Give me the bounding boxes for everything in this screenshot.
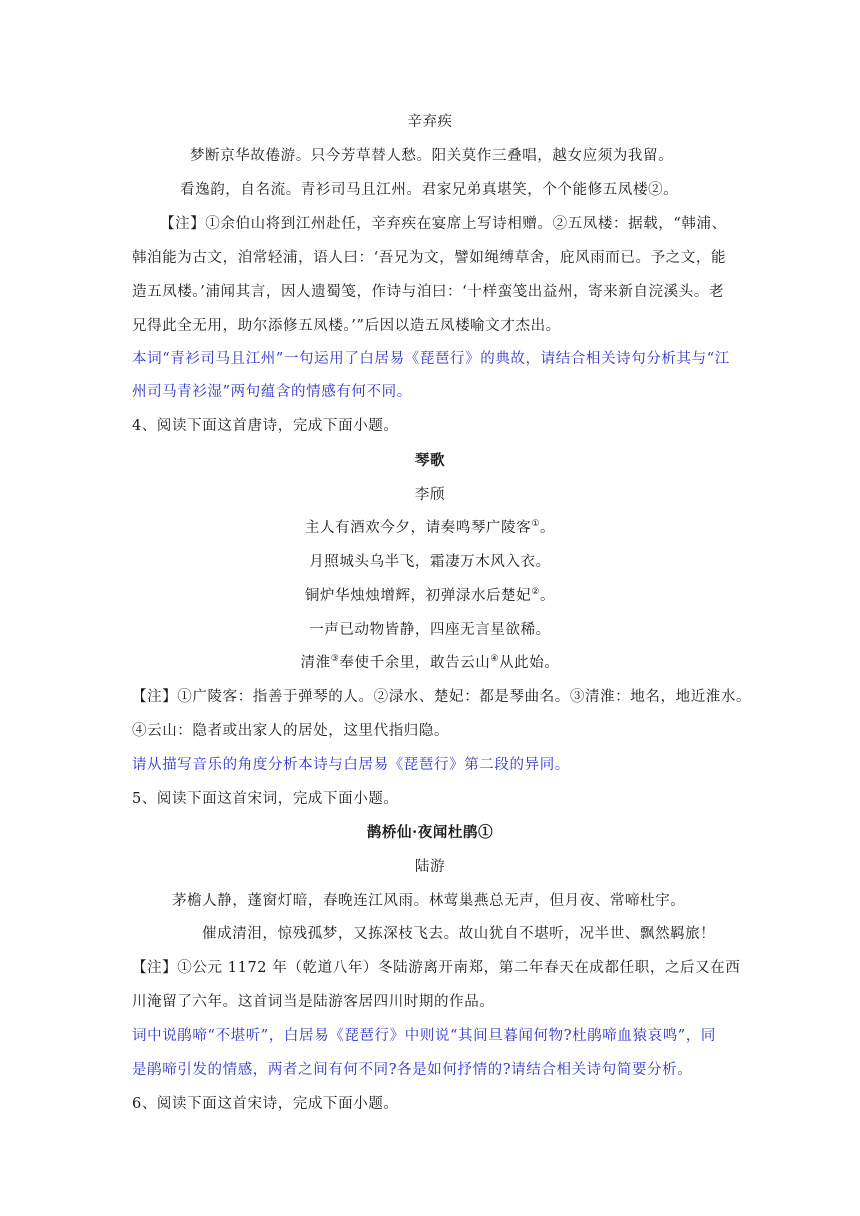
q6-heading: 6、阅读下面这首宋诗，完成下面小题。 <box>132 1096 399 1112</box>
poem3-note-line-1: 【注】①余伯山将到江州赴任，辛弃疾在宴席上写诗相赠。②五凤楼：据载，“韩浦、 <box>160 216 727 232</box>
q5-poem-line-2: 催成清泪，惊残孤梦，又拣深枝飞去。故山犹自不堪听，况半世、飘然羁旅！ <box>202 926 716 942</box>
q5-question-line-2: 是鹃啼引发的情感，两者之间有何不同?各是如何抒情的?请结合相关诗句简要分析。 <box>132 1062 693 1078</box>
poem3-author: 辛弃疾 <box>407 114 453 130</box>
q5-note-line-2: 川淹留了六年。这首词当是陆游客居四川时期的作品。 <box>132 994 495 1010</box>
q4-line3-end: 。 <box>540 588 556 604</box>
q4-line1-text: 主人有酒欢今夕，请奏鸣琴广陵客 <box>304 520 532 536</box>
q4-poem-title: 琴歌 <box>414 452 446 469</box>
poem3-question-line-2: 州司马青衫湿”两句蕴含的情感有何不同。 <box>132 384 412 400</box>
q4-note-line-2: ④云山：隐者或出家人的居处，这里代指归隐。 <box>132 723 450 739</box>
poem3-note-line-4: 兄得此全无用，助尔添修五凤楼。’”后因以造五凤楼喻文才杰出。 <box>132 318 561 334</box>
q5-poem-title: 鹊桥仙·夜闻杜鹃① <box>366 824 494 841</box>
poem3-line-2: 看逸韵，自名流。青衫司马且江州。君家兄弟真堪笑，个个能修五凤楼②。 <box>180 182 679 198</box>
q4-question: 请从描写音乐的角度分析本诗与白居易《琵琶行》第二段的异同。 <box>132 757 570 773</box>
q4-note-line-1: 【注】①广陵客：指善于弹琴的人。②渌水、楚妃：都是琴曲名。③清淮：地名，地近淮水。 <box>132 689 752 705</box>
q4-poem-line-3 <box>0 586 860 606</box>
poem3-line-1: 梦断京华故倦游。只今芳草替人愁。阳关莫作三叠唱，越女应须为我留。 <box>190 148 674 164</box>
q4-line1-end: 。 <box>540 520 556 536</box>
q4-heading: 4、阅读下面这首唐诗，完成下面小题。 <box>132 418 399 434</box>
poem3-note-line-2: 韩洎能为古文，洎常轻浦，语人曰：‘吾兄为文，譬如绳缚草舍，庇风雨而已。予之文，能 <box>132 250 727 266</box>
q4-line5-note-mark-2: ④ <box>490 654 500 664</box>
q4-poem-author: 李颀 <box>414 487 446 503</box>
q4-line5-note-mark-1: ③ <box>330 654 340 664</box>
q5-question-line-1: 词中说鹃啼“不堪听”，白居易《琵琶行》中则说“其间旦暮闻何物?杜鹃啼血猿哀鸣”，同 <box>132 1028 717 1044</box>
q4-poem-line-1 <box>0 518 860 538</box>
q4-line5-text-b: 奉使千余里，敢告云山 <box>339 655 491 671</box>
poem3-question-line-1: 本词“青衫司马且江州”一句运用了白居易《琵琶行》的典故，请结合相关诗句分析其与“江 <box>132 351 730 367</box>
q4-line3-text: 铜炉华烛烛增辉，初弹渌水后楚妃 <box>304 588 532 604</box>
q5-poem-author: 陆游 <box>414 859 446 875</box>
q4-line1-note-mark: ① <box>531 519 541 529</box>
q5-poem-line-1: 茅檐人静，蓬窗灯暗，春晚连江风雨。林莺巢燕总无声，但月夜、常啼杜宇。 <box>172 893 686 909</box>
poem3-note-line-3: 造五凤楼。’浦闻其言，因人遗蜀笺，作诗与洎曰：‘十样蛮笺出益州，寄来新自浣溪头。老 <box>132 284 725 300</box>
q4-line5-text-c: 从此始。 <box>499 655 560 671</box>
q5-heading: 5、阅读下面这首宋词，完成下面小题。 <box>132 791 399 807</box>
q4-line5-text-a: 清淮 <box>300 655 331 671</box>
q5-note-line-1: 【注】①公元 1172 年（乾道八年）冬陆游离开南郑，第二年春天在成都任职，之后又在西 <box>132 960 741 976</box>
q4-poem-line-2: 月照城头乌半飞，霜凄万木风入衣。 <box>309 554 551 570</box>
q4-poem-line-5 <box>0 653 860 673</box>
q4-line3-note-mark: ② <box>531 587 541 597</box>
q4-poem-line-4: 一声已动物皆静，四座无言星欲稀。 <box>309 622 551 638</box>
